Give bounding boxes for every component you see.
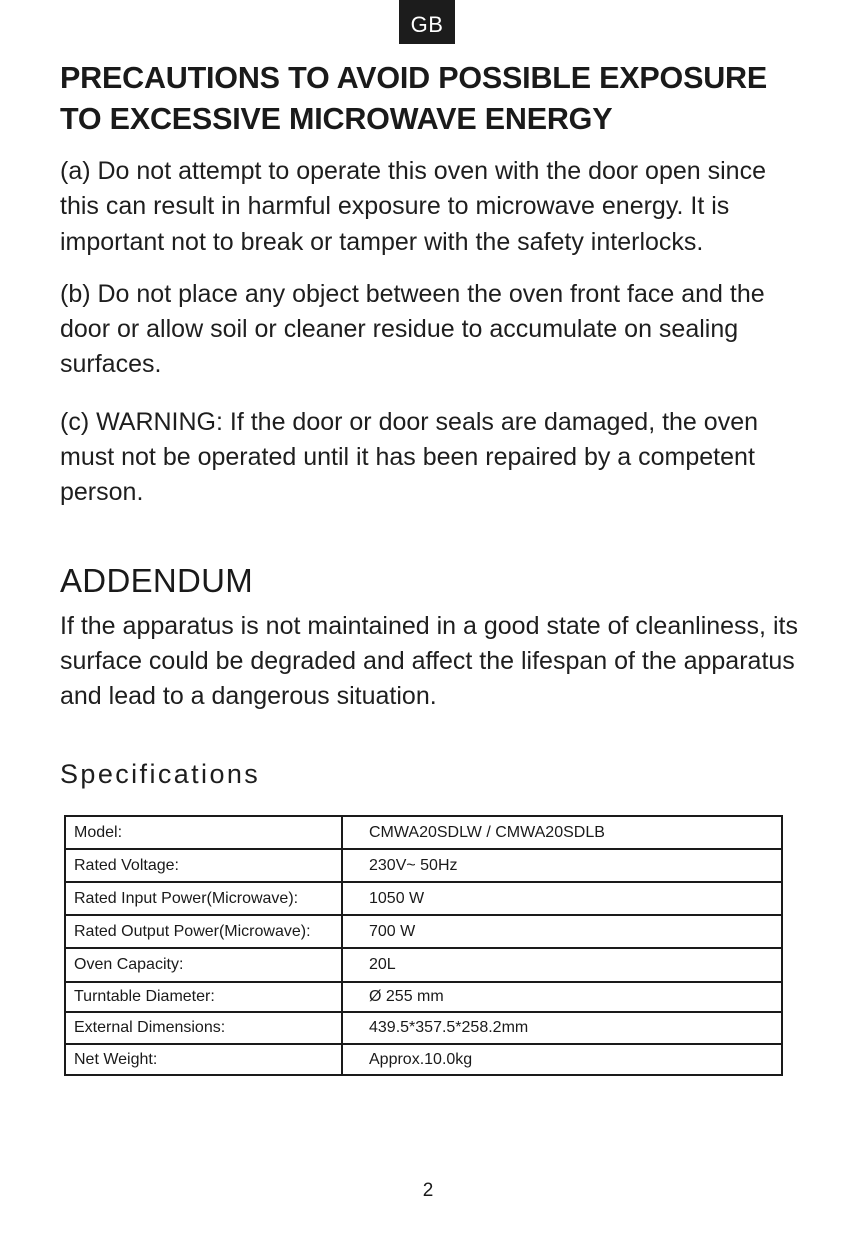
spec-value: 1050 W (342, 882, 782, 915)
table-row (65, 816, 782, 849)
table-row (65, 915, 782, 948)
spec-label: Turntable Diameter: (65, 982, 342, 1012)
table-row (65, 982, 782, 1012)
spec-value: 230V~ 50Hz (342, 849, 782, 882)
addendum-heading: ADDENDUM (60, 561, 254, 599)
spec-label: External Dimensions: (65, 1012, 342, 1044)
spec-value: Ø 255 mm (342, 982, 782, 1012)
table-row (65, 882, 782, 915)
table-row (65, 849, 782, 882)
spec-label: Rated Output Power(Microwave): (65, 915, 342, 948)
spec-label: Rated Input Power(Microwave): (65, 882, 342, 915)
spec-value: 439.5*357.5*258.2mm (342, 1012, 782, 1044)
precautions-heading (60, 58, 800, 140)
precautions-heading-line1: PRECAUTIONS TO AVOID POSSIBLE EXPOSURE (60, 61, 768, 95)
specifications-table (64, 815, 783, 1076)
page-content (60, 58, 800, 791)
precaution-item-a: (a) Do not attempt to operate this oven with the door open since this can result in harmful exposure to microwave energy. It is important not to break or tamper with the safety interlocks. (60, 157, 766, 256)
table-row (65, 1044, 782, 1075)
addendum-text: If the apparatus is not maintained in a good state of cleanliness, its surface could be degraded and affect the lifespan of the apparatus and lead to a dangerous situation. (60, 611, 798, 711)
spec-value: Approx.10.0kg (342, 1044, 782, 1075)
table-row (65, 1012, 782, 1044)
spec-label: Oven Capacity: (65, 948, 342, 982)
spec-label: Rated Voltage: (65, 849, 342, 882)
precautions-heading-line2: TO EXCESSIVE MICROWAVE ENERGY (60, 102, 613, 136)
precaution-item-b: (b) Do not place any object between the oven front face and the door or allow soil or cleaner residue to accumulate on sealing surfaces. (60, 279, 765, 379)
spec-value: CMWA20SDLW / CMWA20SDLB (342, 816, 782, 849)
language-tab: GB (399, 0, 455, 44)
spec-value: 20L (342, 948, 782, 982)
specifications-heading: Specifications (60, 758, 261, 789)
spec-value: 700 W (342, 915, 782, 948)
page-number: 2 (422, 1180, 434, 1201)
spec-label: Net Weight: (65, 1044, 342, 1075)
precaution-item-c: (c) WARNING: If the door or door seals are damaged, the oven must not be operated until it has been repaired by a competent person. (60, 407, 758, 507)
table-row (65, 948, 782, 982)
spec-label: Model: (65, 816, 342, 849)
